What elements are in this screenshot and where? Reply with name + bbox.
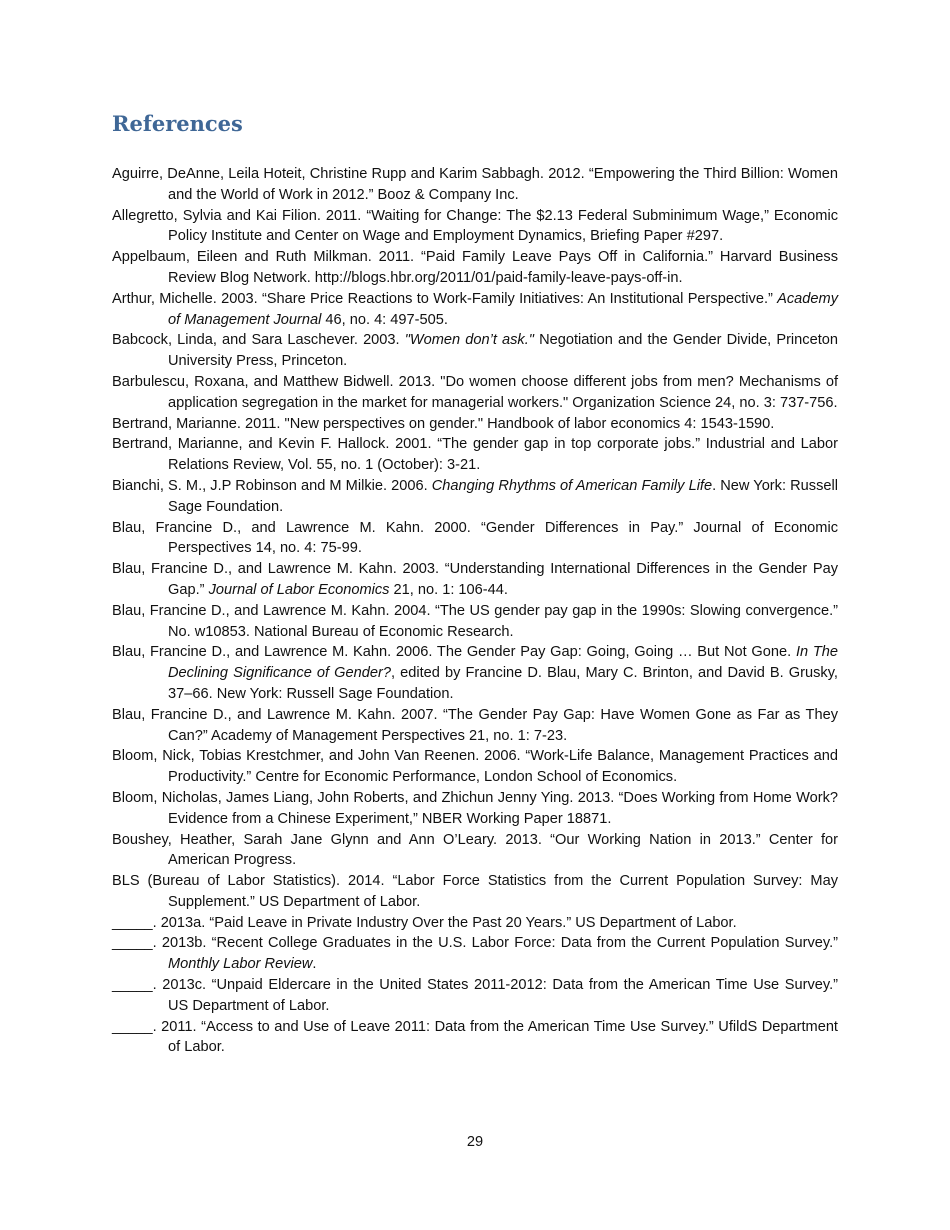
reference-entry: BLS (Bureau of Labor Statistics). 2014. “Labor Force Statistics from the Current Population Survey: May Supplement.” US Department of Labor. — [112, 873, 838, 910]
reference-entry: Blau, Francine D., and Lawrence M. Kahn. 2003. “Understanding International Differences in the Gender Pay Gap.” Journal of Labor Economics 21, no. 1: 106-44. — [112, 561, 838, 598]
reference-list — [112, 164, 838, 1058]
reference-entry: Bertrand, Marianne, and Kevin F. Hallock. 2001. “The gender gap in top corporate jobs.” Industrial and Labor Relations Review, Vol. 55, no. 1 (October): 3-21. — [112, 436, 838, 474]
reference-entry: Blau, Francine D., and Lawrence M. Kahn. 2006. The Gender Pay Gap: Going, Going … But Not Gone. In The Declining Significance of Gender?, edited by Francine D. Blau, Mary C. Brinton, and David B. Grusky, 37–66. New York: Russell Sage Foundation. — [112, 644, 839, 702]
reference-entry: Arthur, Michelle. 2003. “Share Price Reactions to Work-Family Initiatives: An Institutional Perspective.” Academy of Management Journal 46, no. 4: 497-505. — [112, 290, 838, 328]
reference-entry: _____. 2011. “Access to and Use of Leave 2011: Data from the American Time Use Survey.” UfildS Department of Labor. — [112, 1018, 838, 1056]
reference-entry: _____. 2013a. “Paid Leave in Private Industry Over the Past 20 Years.” US Department of Labor. — [112, 914, 737, 931]
reference-entry: Barbulescu, Roxana, and Matthew Bidwell. 2013. "Do women choose different jobs from men? Mechanisms of application segregation in the market for managerial workers." Organization Science 24, no. 3: 737-756. — [112, 373, 838, 411]
reference-entry: Allegretto, Sylvia and Kai Filion. 2011. “Waiting for Change: The $2.13 Federal Subminimum Wage,” Economic Policy Institute and Center on Wage and Employment Dynamics, Briefing Paper #297. — [112, 207, 838, 245]
reference-entry: Babcock, Linda, and Sara Laschever. 2003. "Women don’t ask." Negotiation and the Gender Divide, Princeton University Press, Princeton. — [112, 332, 838, 370]
reference-entry: Bertrand, Marianne. 2011. "New perspectives on gender." Handbook of labor economics 4: 1543-1590. — [112, 415, 775, 432]
page-number: 29 — [466, 1134, 484, 1150]
reference-entry: Bloom, Nicholas, James Liang, John Roberts, and Zhichun Jenny Ying. 2013. “Does Working from Home Work? Evidence from a Chinese Experiment,” NBER Working Paper 18871. — [112, 789, 838, 827]
reference-entry: Bloom, Nick, Tobias Krestchmer, and John Van Reenen. 2006. “Work-Life Balance, Management Practices and Productivity.” Centre for Economic Performance, London School of Economics. — [112, 748, 838, 786]
reference-entry: Boushey, Heather, Sarah Jane Glynn and Ann O’Leary. 2013. “Our Working Nation in 2013.” Center for American Progress. — [112, 831, 838, 869]
reference-entry: Bianchi, S. M., J.P Robinson and M Milkie. 2006. Changing Rhythms of American Family Life. New York: Russell Sage Foundation. — [112, 477, 838, 515]
reference-entry: Appelbaum, Eileen and Ruth Milkman. 2011. “Paid Family Leave Pays Off in California.” Harvard Business Review Blog Network. http://blogs.hbr.org/2011/01/paid-family-leave-pays-off-in. — [112, 249, 838, 286]
reference-entry: _____. 2013c. “Unpaid Eldercare in the United States 2011-2012: Data from the American Time Use Survey.” US Department of Labor. — [112, 977, 838, 1014]
reference-entry: Aguirre, DeAnne, Leila Hoteit, Christine Rupp and Karim Sabbagh. 2012. “Empowering the Third Billion: Women and the World of Work in 2012.” Booz & Company Inc. — [112, 166, 838, 203]
reference-entry: Blau, Francine D., and Lawrence M. Kahn. 2004. “The US gender pay gap in the 1990s: Slowing convergence.” No. w10853. National Bureau of Economic Research. — [112, 602, 838, 640]
references-heading: References — [112, 111, 243, 136]
reference-entry: _____. 2013b. “Recent College Graduates in the U.S. Labor Force: Data from the Current Population Survey.” Monthly Labor Review. — [112, 935, 838, 973]
reference-entry: Blau, Francine D., and Lawrence M. Kahn. 2007. “The Gender Pay Gap: Have Women Gone as Far as They Can?” Academy of Management Perspectives 21, no. 1: 7-23. — [112, 706, 838, 744]
reference-entry: Blau, Francine D., and Lawrence M. Kahn. 2000. “Gender Differences in Pay.” Journal of Economic Perspectives 14, no. 4: 75-99. — [112, 519, 838, 557]
